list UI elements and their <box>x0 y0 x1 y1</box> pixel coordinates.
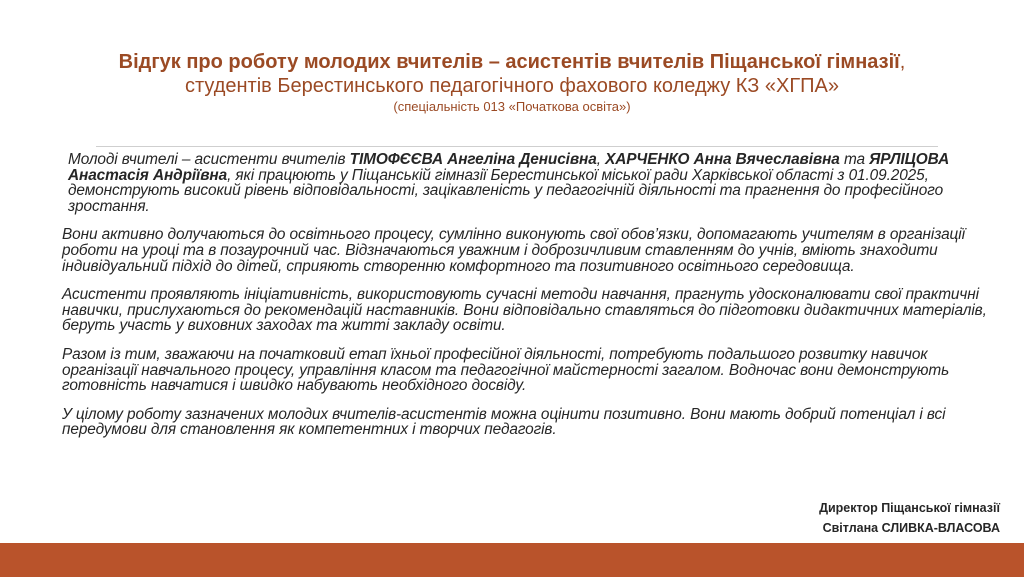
title-specialty: (спеціальність 013 «Початкова освіта») <box>393 99 631 114</box>
p1-separator-1: , <box>596 151 606 168</box>
paragraph-1 <box>62 152 1002 214</box>
paragraph-5: У цілому роботу зазначених молодих вчителів-асистентів можна оцінити позитивно. Вони мають добрий потенціал і всі передумови для становлення як компетентних і творчих педагогів. <box>62 405 946 439</box>
review-body <box>62 152 1002 451</box>
p1-rest: , які працюють у Піщанській гімназії Берестинської міської ради Харківської області з 01.09.2025, демонструють високий рівень відповідальності, зацікавленість у педагогічній діяльності та прагнення до професійного зростання. <box>68 166 944 215</box>
teacher-name-1: ТІМОФЄЄВА Ангеліна Денисівна <box>349 151 597 168</box>
title-main-text: Відгук про роботу молодих вчителів – асистентів вчителів Піщанської гімназії <box>118 51 900 73</box>
footer-bar <box>0 543 1024 577</box>
p1-separator-2: та <box>839 151 870 168</box>
paragraph-2: Вони активно долучаються до освітнього процесу, сумлінно виконують свої обов’язки, допомагають учителям в організації роботи на уроці та в позаурочний час. Відзначаються уважним і доброзичливим ставленням до учнів, вміють знаходити індивідуальний підхід до дітей, сприяють створенню комфортного та позитивного освітнього середовища. <box>62 226 965 275</box>
p1-intro: Молоді вчителі – асистенти вчителів <box>68 151 350 168</box>
title-main <box>0 50 1024 74</box>
teacher-name-2: ХАРЧЕНКО Анна Вячеславівна <box>605 151 840 168</box>
signature-position: Директор Піщанської гімназії <box>819 501 1000 515</box>
title-subtitle: студентів Берестинського педагогічного фахового коледжу КЗ «ХГПА» <box>185 75 839 97</box>
signature-name: Світлана СЛИВКА-ВЛАСОВА <box>822 521 1000 535</box>
teacher-name-3: ЯРЛІЦОВА Анастасія Андріївна <box>68 151 950 184</box>
signature-block <box>819 498 1000 538</box>
title-divider <box>96 146 938 147</box>
title-block <box>0 50 1024 116</box>
title-comma: , <box>899 51 906 73</box>
paragraph-4: Разом із тим, зважаючи на початковий етап їхньої професійної діяльності, потребують подальшого розвитку навичок організації навчального процесу, управління класом та педагогічної майстерності загалом. Водночас вони демонструють готовність навчатися і швидко набувають необхідного досвіду. <box>62 345 950 395</box>
paragraph-3: Асистенти проявляють ініціативність, використовують сучасні методи навчання, прагнуть удосконалювати свої практичні навички, прислухаються до рекомендацій наставників. Вони відповідально ставляться до підготовки дидактичних матеріалів, беруть участь у виховних заходах та житті закладу освіти. <box>62 286 987 335</box>
